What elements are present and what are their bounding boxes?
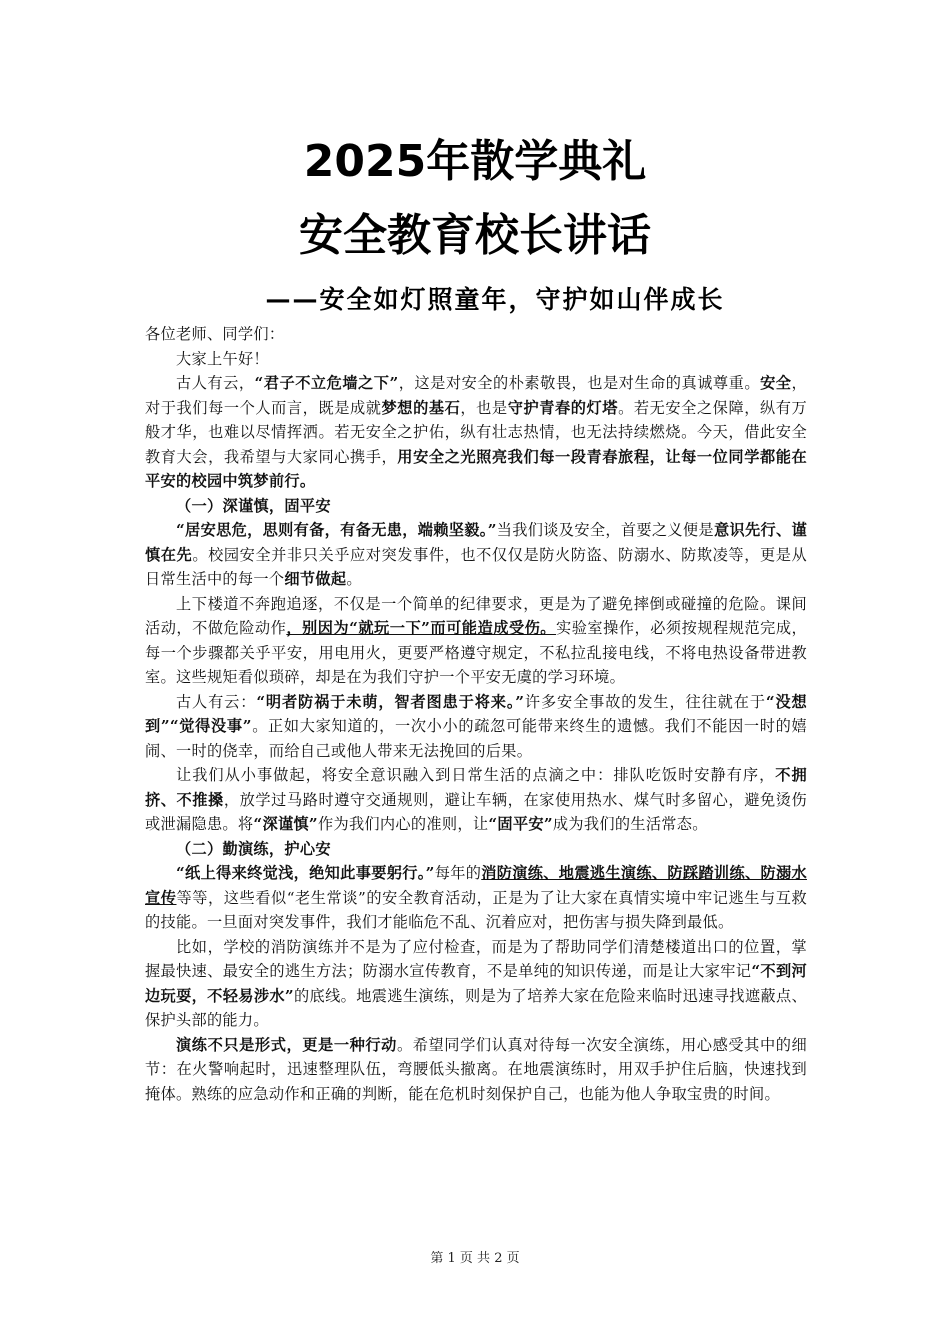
emphasis-text: “没想到”“觉得没事” xyxy=(145,692,808,735)
text-run: 。 xyxy=(346,570,362,588)
section1-paragraph-4 xyxy=(145,763,807,837)
text-run: 。希望同学们认真对待每一次安全演练，用心感受其中的细节：在火警响起时，迅速整理队伍，弯腰低头撤离。在地震演练时，用双手护住后脑，快速找到掩体。熟练的应急动作和正确的判断，能在危机时刻保护自己，也能为他人争取宝贵的时间。 xyxy=(145,1035,807,1103)
emphasis-text: “深谨慎” xyxy=(253,815,318,833)
text-run: 当我们谈及安全，首要之义便是 xyxy=(496,521,714,539)
text-run: 的底线。地震逃生演练，则是为了培养大家在危险来临时迅速寻找遮蔽点、保护头部的能力。 xyxy=(145,986,807,1029)
text-run: 。正如大家知道的，一次小小的疏忽可能带来终生的遗憾。我们不能因一时的嬉闹、一时的侥幸，而给自己或他人带来无法挽回的后果。 xyxy=(145,717,808,760)
quote-text: “居安思危，思则有备，有备无患，端赖坚毅。” xyxy=(176,521,497,539)
text-run: ，也是 xyxy=(460,398,508,417)
text-run: 。若无安全之保障，纵有万般才华，也难以尽情挥洒。若无安全之护佑，纵有壮志热情，也无法持续燃烧。今天，借此安全教育大会，我希望与大家同心携手， xyxy=(145,398,808,466)
text-run: 实验室操作，必须按规程规范完成，每一个步骤都关乎平安，用电用火，更要严格遵守规定，不私拉乱接电线，不将电热设备带进教室。这些规矩看似琐碎，却是在为我们守护一个平安无虞的学习环境。 xyxy=(145,619,808,686)
emphasis-text: 守护青春的灯塔 xyxy=(507,398,619,417)
text-run: ，这是对安全的朴素敬畏，也是对生命的真诚尊重。 xyxy=(398,374,761,392)
text-run: 让我们从小事做起，将安全意识融入到日常生活的点滴之中：排队吃饭时安静有序， xyxy=(176,766,776,784)
section2-paragraph-1 xyxy=(145,861,807,935)
emphasis-text: 梦想的基石 xyxy=(381,398,461,417)
text-run: 比如，学校的消防演练并不是为了应付检查，而是为了帮助同学们清楚楼道出口的位置，掌握最快速、最安全的逃生方法；防溺水宣传教育，不是单纯的知识传递，而是让大家牢记 xyxy=(145,937,807,980)
greeting: 大家上午好！ xyxy=(176,349,269,368)
quote-text: “纸上得来终觉浅，绝知此事要躬行。” xyxy=(176,864,435,882)
salutation: 各位老师、同学们： xyxy=(145,325,285,343)
underlined-emphasis: ，别因为“就玩一下”而可能造成受伤。 xyxy=(286,619,557,637)
text-run: 古人有云： xyxy=(176,692,257,711)
quote-text: “君子不立危墙之下” xyxy=(254,374,399,392)
text-run: 。校园安全并非只关乎应对突发事件，也不仅仅是防火防盗、防溺水、防欺凌等，更是从日常生活中的每一个 xyxy=(145,545,807,588)
title-line-2: 安全教育校长讲话 xyxy=(299,210,651,261)
underlined-emphasis: 消防演练、地震逃生演练、防踩踏训练、防溺水宣传 xyxy=(145,864,807,907)
section2-paragraph-3 xyxy=(145,1033,807,1107)
intro-paragraph xyxy=(145,371,807,494)
emphasis-text: “固平安” xyxy=(488,815,553,833)
title-line-1: 2025年散学典礼 xyxy=(303,136,647,187)
section2-paragraph-2 xyxy=(145,935,807,1033)
subtitle: ——安全如灯照童年，守护如山伴成长 xyxy=(265,285,725,314)
text-run: 等等，这些看似“老生常谈”的安全教育活动，正是为了让大家在真情实境中牢记逃生与互救的技能。一旦面对突发事件，我们才能临危不乱、沉着应对，把伤害与损失降到最低。 xyxy=(145,888,807,931)
emphasis-text: 演练不只是形式，更是一种行动 xyxy=(176,1035,397,1054)
text-run: 古人有云， xyxy=(176,374,255,392)
text-run: 上下楼道不奔跑追逐，不仅是一个简单的纪律要求，更是为了避免摔倒或碰撞的危险。课间活动，不做危险动作 xyxy=(145,594,807,637)
text-run: 作为我们内心的准则，让 xyxy=(317,815,489,833)
section1-paragraph-1 xyxy=(145,518,807,592)
emphasis-text: 安全 xyxy=(760,374,792,392)
text-run: 许多安全事故的发生，往往就在于 xyxy=(524,692,766,711)
page-footer: 第 1 页 共 2 页 xyxy=(430,1251,520,1266)
section-heading-2: （二）勤演练，护心安 xyxy=(176,839,331,858)
section1-paragraph-2 xyxy=(145,592,807,690)
quote-text: “不到河边玩耍，不轻易涉水” xyxy=(145,962,808,1005)
text-run: 每年的 xyxy=(434,864,482,882)
section-heading-1: （一）深谨慎，固平安 xyxy=(176,496,331,515)
section1-paragraph-3 xyxy=(145,690,807,764)
emphasis-text: 细节做起 xyxy=(284,570,347,588)
text-run: ，放学过马路时遵守交通规则，避让车辆，在家使用热水、煤气时多留心，避免烫伤或泄漏隐患。将 xyxy=(145,790,807,833)
emphasis-text: 用安全之光照亮我们每一段青春旅程，让每一位同学都能在平安的校园中筑梦前行。 xyxy=(145,447,807,490)
emphasis-text: 意识先行、谨慎在先 xyxy=(145,521,807,564)
emphasis-text: 不拥挤、不推搡 xyxy=(145,766,807,809)
text-run: 成为我们的生活常态。 xyxy=(552,815,708,833)
text-run: ，对于我们每一个人而言，既是成就 xyxy=(145,374,807,417)
document-body xyxy=(145,322,807,1106)
quote-text: “明者防祸于未萌，智者图患于将来。” xyxy=(256,692,525,711)
